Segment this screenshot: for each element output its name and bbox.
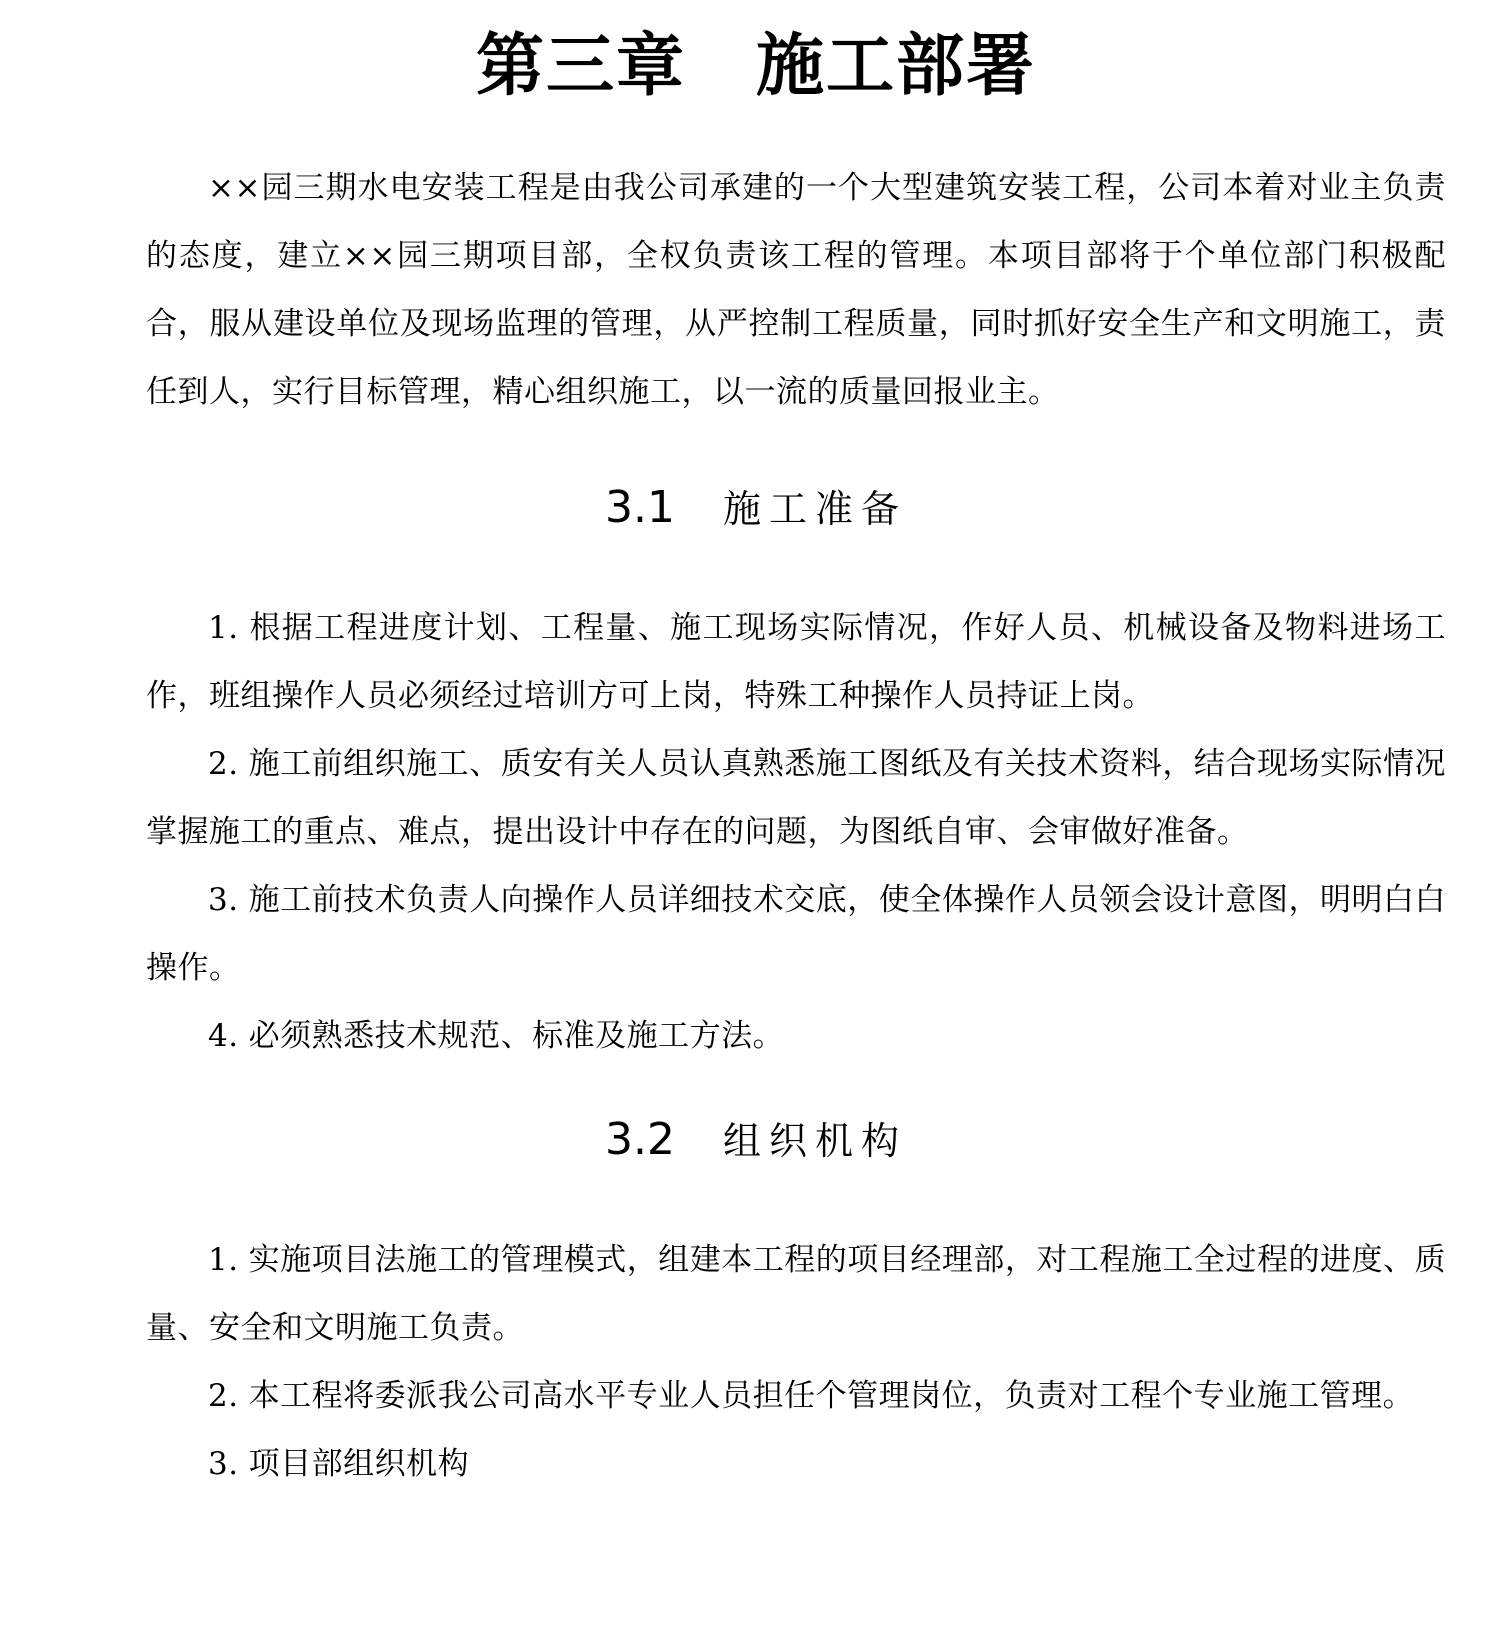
intro-block bbox=[146, 154, 1446, 426]
list-item bbox=[146, 594, 1446, 730]
list-item bbox=[146, 1002, 1446, 1070]
item-number: 2. bbox=[208, 746, 239, 782]
section-name: 施工准备 bbox=[722, 487, 907, 531]
item-text: 根据工程进度计划、工程量、施工现场实际情况，作好人员、机械设备及物料进场工作，班组操作人员必须经过培训方可上岗，特殊工种操作人员持证上岗。 bbox=[146, 610, 1446, 714]
list-item bbox=[146, 866, 1446, 1002]
chapter-title: 第三章 施工部署 bbox=[475, 27, 1036, 106]
section-title-3-2 bbox=[0, 1110, 1512, 1170]
item-number: 3. bbox=[208, 1446, 239, 1482]
section-title-3-1 bbox=[0, 478, 1512, 538]
section-3-1-list bbox=[146, 594, 1446, 1070]
item-text: 施工前技术负责人向操作人员详细技术交底，使全体操作人员领会设计意图，明明白白操作。 bbox=[146, 882, 1446, 986]
list-item bbox=[146, 730, 1446, 866]
item-number: 1. bbox=[208, 1242, 239, 1278]
section-name: 组织机构 bbox=[722, 1119, 907, 1163]
list-item bbox=[146, 1430, 1446, 1498]
item-text: 项目部组织机构 bbox=[248, 1446, 470, 1482]
item-text: 施工前组织施工、质安有关人员认真熟悉施工图纸及有关技术资料，结合现场实际情况掌握施工的重点、难点，提出设计中存在的问题，为图纸自审、会审做好准备。 bbox=[146, 746, 1446, 850]
list-item bbox=[146, 1362, 1446, 1430]
item-number: 3. bbox=[208, 882, 239, 918]
item-text: 实施项目法施工的管理模式，组建本工程的项目经理部，对工程施工全过程的进度、质量、安全和文明施工负责。 bbox=[146, 1242, 1446, 1346]
item-number: 2. bbox=[208, 1378, 239, 1414]
item-text: 必须熟悉技术规范、标准及施工方法。 bbox=[248, 1018, 785, 1054]
item-number: 1. bbox=[208, 610, 239, 646]
section-number: 3.1 bbox=[605, 482, 675, 533]
intro-paragraph: ××园三期水电安装工程是由我公司承建的一个大型建筑安装工程，公司本着对业主负责的态度，建立××园三期项目部，全权负责该工程的管理。本项目部将于个单位部门积极配合，服从建设单位及现场监理的管理，从严控制工程质量，同时抓好安全生产和文明施工，责任到人，实行目标管理，精心组织施工，以一流的质量回报业主。 bbox=[146, 170, 1446, 410]
section-3-2-list bbox=[146, 1226, 1446, 1498]
item-number: 4. bbox=[208, 1018, 239, 1054]
item-text: 本工程将委派我公司高水平专业人员担任个管理岗位，负责对工程个专业施工管理。 bbox=[248, 1378, 1415, 1414]
section-number: 3.2 bbox=[605, 1114, 675, 1165]
list-item bbox=[146, 1226, 1446, 1362]
